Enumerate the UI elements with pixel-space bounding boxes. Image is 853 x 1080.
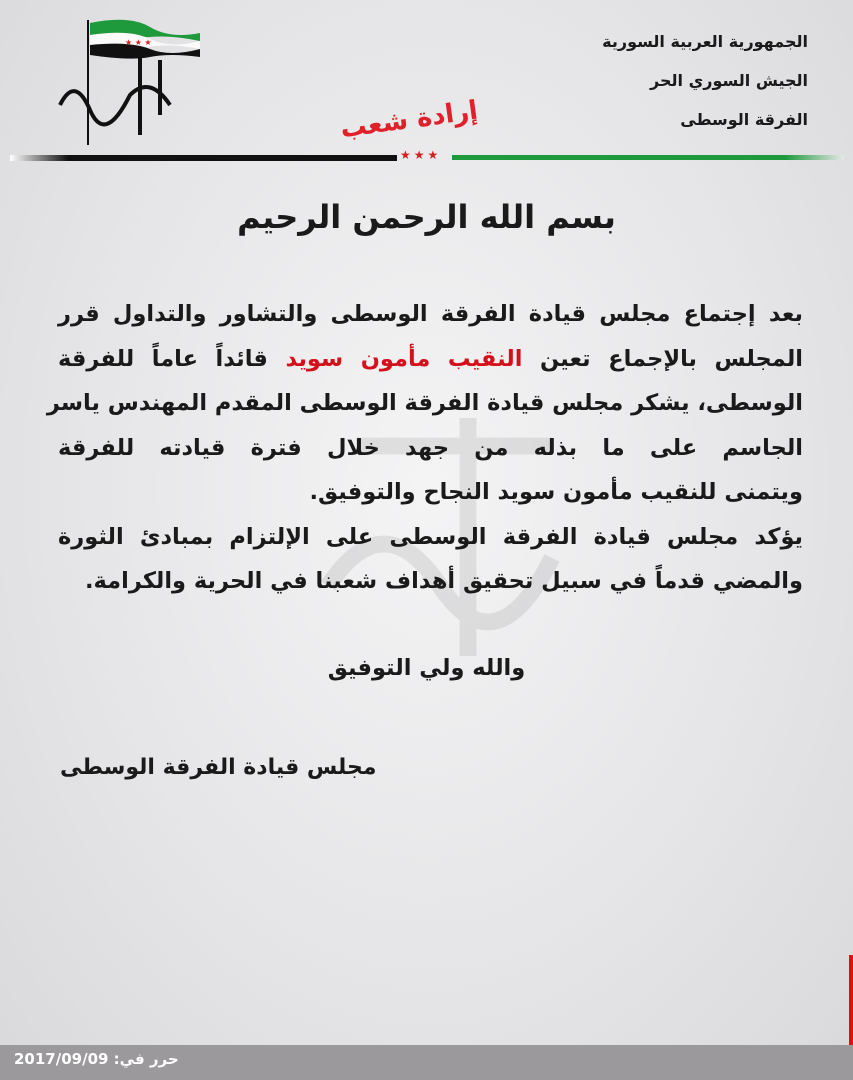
basmala: بسم الله الرحمن الرحيم (237, 198, 616, 236)
body-line: يؤكد مجلس قيادة الفرقة الوسطى على الإلتزام بمبادئ الثورة (58, 523, 803, 550)
issue-date: حرر في: 2017/09/09 (14, 1050, 179, 1068)
body-text: قائداً عاماً للفرقة (58, 345, 268, 372)
closing-phrase: والله ولي التوفيق (327, 655, 526, 681)
header-rule-green (452, 155, 844, 160)
division-logo (40, 15, 210, 150)
footer-bar (0, 1045, 853, 1080)
header-line-republic: الجمهورية العربية السورية (602, 32, 808, 51)
body-line (58, 337, 803, 382)
body-line: بعد إجتماع مجلس قيادة الفرقة الوسطى والتشاور والتداول قرر (58, 301, 803, 327)
body-text: المجلس بالإجماع تعين (540, 345, 803, 372)
body-line: والمضي قدماً في سبيل تحقيق أهداف شعبنا في الحرية والكرامة. (84, 568, 803, 594)
header-line-division: الفرقة الوسطى (680, 110, 808, 129)
stars-icon: ★★★ (400, 148, 442, 162)
header-line-army: الجيش السوري الحر (650, 71, 808, 90)
body-line: الجاسم على ما بذله من جهد خلال فترة قيادته للفرقة (58, 434, 803, 461)
header-org-lines (602, 22, 808, 139)
statement-body (46, 292, 803, 604)
edge-accent (849, 955, 853, 1045)
appointee-name: النقيب مأمون سويد (285, 345, 523, 372)
header-rule-black (10, 155, 397, 161)
body-line: الوسطى، يشكر مجلس قيادة الفرقة الوسطى المقدم المهندس ياسر (46, 390, 803, 416)
body-line: ويتمنى للنقيب مأمون سويد النجاح والتوفيق. (309, 479, 803, 505)
svg-text:★ ★ ★: ★ ★ ★ (125, 38, 152, 47)
slogan: إرادة شعب (338, 95, 480, 145)
signature: مجلس قيادة الفرقة الوسطى (60, 755, 377, 780)
